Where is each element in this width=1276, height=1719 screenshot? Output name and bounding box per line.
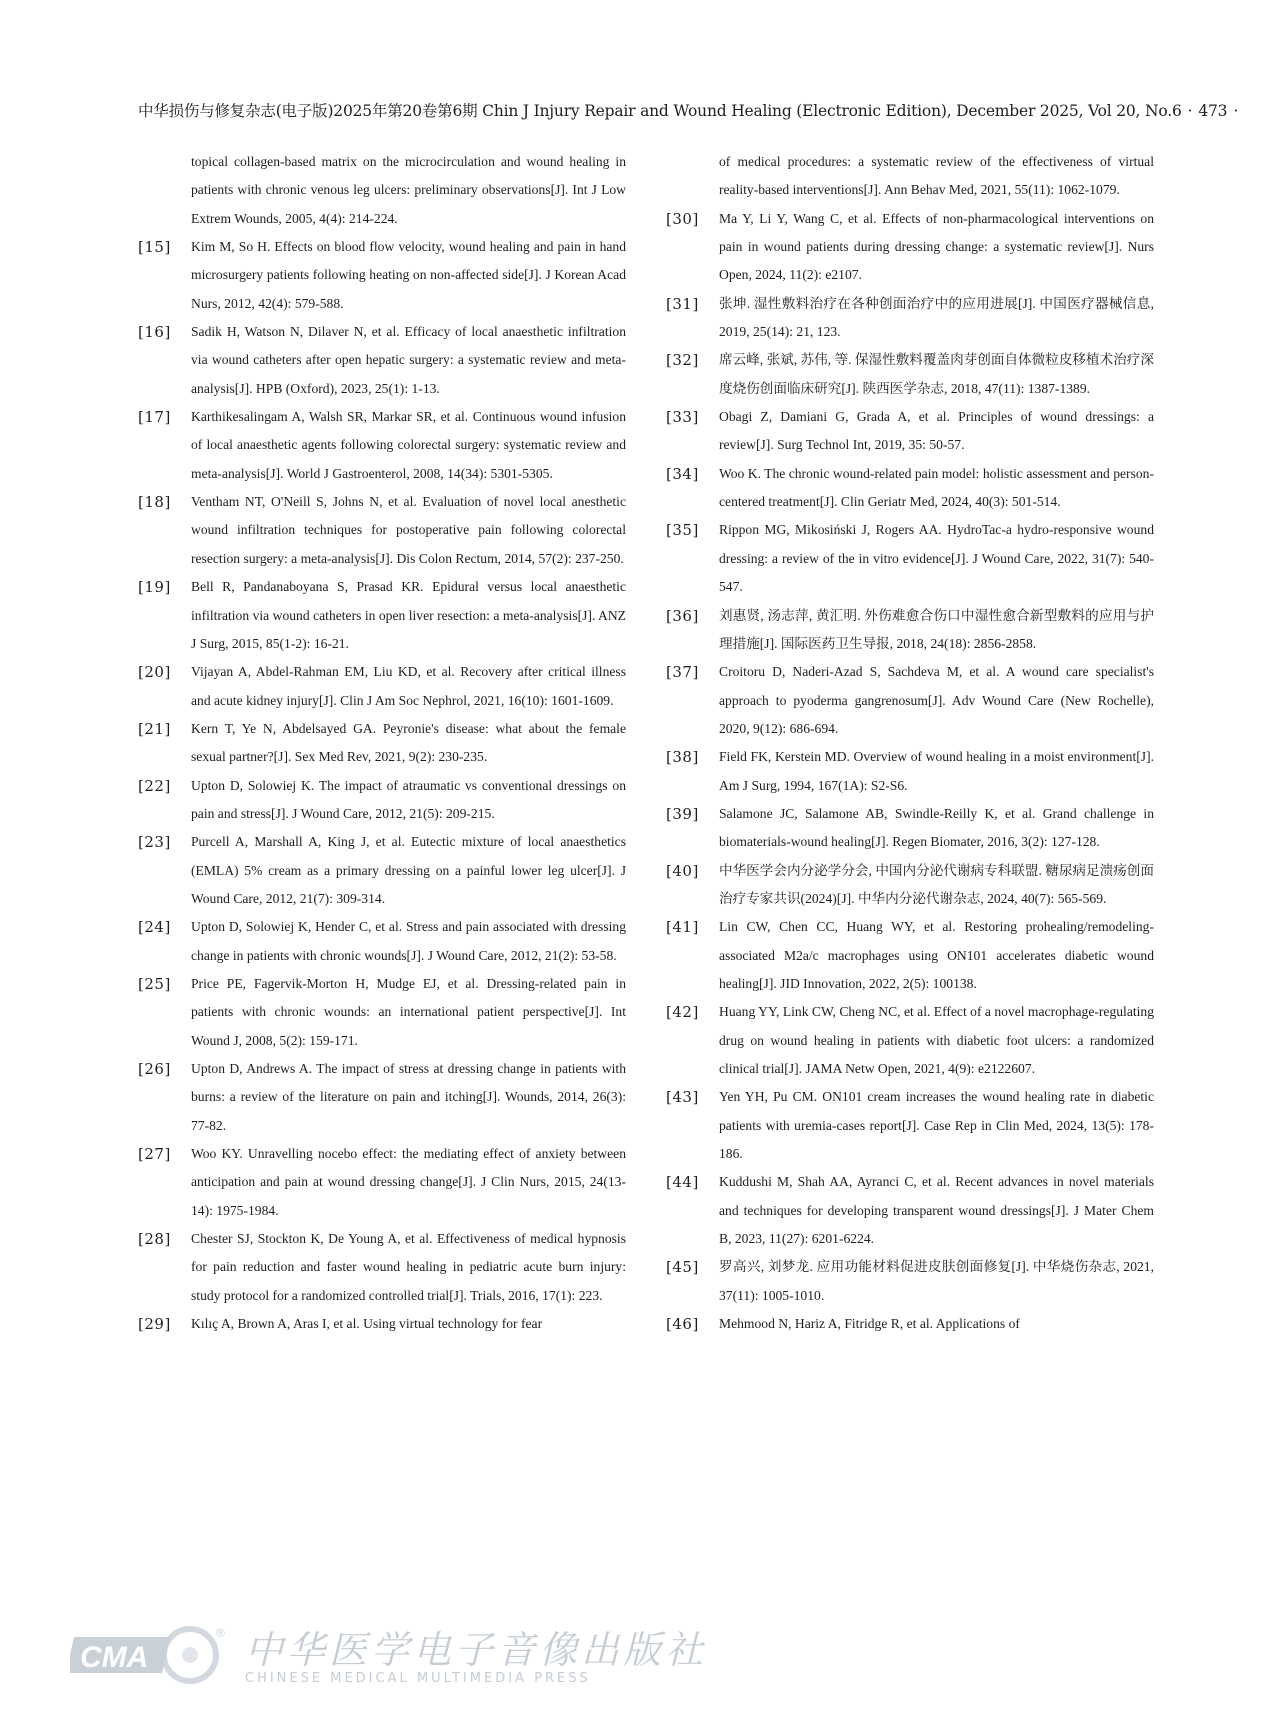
publisher-name-en: CHINESE MEDICAL MULTIMEDIA PRESS bbox=[245, 1671, 591, 1686]
reference-text: Kılıç A, Brown A, Aras I, et al. Using virtual technology for fear bbox=[191, 1316, 543, 1332]
reference-number: [46] bbox=[666, 1315, 699, 1334]
reference-item bbox=[138, 715, 626, 772]
reference-text: Upton D, Solowiej K. The impact of atraumatic vs conventional dressings on pain and stress[J]. J Wound Care, 2012, 21(5): 209-215. bbox=[191, 777, 626, 821]
reference-text: Field FK, Kerstein MD. Overview of wound healing in a moist environment[J]. Am J Surg, 1994, 167(1A): S2-S6. bbox=[719, 749, 1154, 793]
reference-item bbox=[666, 1253, 1154, 1310]
reference-number: [28] bbox=[138, 1230, 171, 1249]
reference-item bbox=[138, 1140, 626, 1225]
reference-item bbox=[666, 743, 1154, 800]
reference-item bbox=[666, 913, 1154, 998]
reference-text: Vijayan A, Abdel-Rahman EM, Liu KD, et al. Recovery after critical illness and acute kidney injury[J]. Clin J Am Soc Nephrol, 2021, 16(10): 1601-1609. bbox=[191, 664, 626, 708]
reference-text: Karthikesalingam A, Walsh SR, Markar SR, et al. Continuous wound infusion of local anaesthetic agents following colorectal surgery: systematic review and meta-analysis[J]. World J Gastroenterol, 2008, 14(34): 5301-5305. bbox=[191, 409, 626, 481]
reference-text: Kuddushi M, Shah AA, Ayranci C, et al. Recent advances in novel materials and techniques for developing transparent wound dressings[J]. J Mater Chem B, 2023, 11(27): 6201-6224. bbox=[719, 1174, 1154, 1247]
reference-text: Woo KY. Unravelling nocebo effect: the mediating effect of anxiety between anticipation and pain at wound dressing change[J]. J Clin Nurs, 2015, 24(13-14): 1975-1984. bbox=[191, 1146, 626, 1218]
reference-item bbox=[666, 460, 1154, 517]
reference-item bbox=[138, 970, 626, 1055]
reference-text: Rippon MG, Mikosiński J, Rogers AA. HydroTac-a hydro-responsive wound dressing: a review of the in vitro evidence[J]. J Wound Care, 2022, 31(7): 540-547. bbox=[719, 522, 1154, 595]
cma-logo-text: CMA bbox=[80, 1641, 149, 1674]
reference-continuation bbox=[666, 148, 1154, 205]
reference-text: Upton D, Andrews A. The impact of stress at dressing change in patients with burns: a review of the literature on pain and itching[J]. Wounds, 2014, 26(3): 77-82. bbox=[191, 1061, 626, 1133]
references-right-column bbox=[666, 148, 1154, 1338]
reference-number: [41] bbox=[666, 918, 699, 937]
reference-number: [18] bbox=[138, 493, 171, 512]
reference-item bbox=[666, 998, 1154, 1083]
reference-text: Obagi Z, Damiani G, Grada A, et al. Principles of wound dressings: a review[J]. Surg Technol Int, 2019, 35: 50-57. bbox=[719, 409, 1154, 453]
reference-number: [20] bbox=[138, 663, 171, 682]
reference-item bbox=[138, 1225, 626, 1310]
references-left-column bbox=[138, 148, 626, 1338]
reference-text: Lin CW, Chen CC, Huang WY, et al. Restoring prohealing/remodeling-associated M2a/c macrophages using ON101 accelerates diabetic wound healing[J]. JID Innovation, 2022, 2(5): 100138. bbox=[719, 919, 1154, 991]
reference-text: 张坤. 湿性敷料治疗在各种创面治疗中的应用进展[J]. 中国医疗器械信息, 2019, 25(14): 21, 123. bbox=[719, 295, 1154, 340]
running-header: 中华损伤与修复杂志(电子版)2025年第20卷第6期 Chin J Injury Repair and Wound Healing (Electronic Edition), December 2025, Vol 20, No.6 · 473 · bbox=[138, 102, 1239, 120]
reference-text: 席云峰, 张斌, 苏伟, 等. 保湿性敷料覆盖肉芽创面自体微粒皮移植术治疗深度烧伤创面临床研究[J]. 陕西医学杂志, 2018, 47(11): 1387-1389. bbox=[719, 352, 1154, 396]
reference-item bbox=[666, 857, 1154, 914]
reference-item bbox=[138, 488, 626, 573]
reference-text: Kern T, Ye N, Abdelsayed GA. Peyronie's disease: what about the female sexual partner?[J]. Sex Med Rev, 2021, 9(2): 230-235. bbox=[191, 720, 626, 765]
reference-text: Croitoru D, Naderi-Azad S, Sachdeva M, et al. A wound care specialist's approach to pyoderma gangrenosum[J]. Adv Wound Care (New Rochelle), 2020, 9(12): 686-694. bbox=[719, 664, 1154, 736]
reference-item bbox=[666, 800, 1154, 857]
reference-item bbox=[666, 658, 1154, 743]
reference-text: topical collagen-based matrix on the microcirculation and wound healing in patients with chronic venous leg ulcers: preliminary observations[J]. Int J Low Extrem Wounds, 2005, 4(4): 214-224. bbox=[191, 154, 626, 226]
reference-number: [15] bbox=[138, 238, 171, 257]
reference-text: Chester SJ, Stockton K, De Young A, et al. Effectiveness of medical hypnosis for pain reduction and faster wound healing in pediatric acute burn injury: study protocol for a randomized controlled trial[J]. Trials, 2016, 17(1): 223. bbox=[191, 1231, 626, 1303]
publisher-logo bbox=[70, 1615, 708, 1695]
journal-citation: 中华损伤与修复杂志(电子版)2025年第20卷第6期 Chin J Injury Repair and Wound Healing (Electronic Edition), December 2025, Vol 20, No.6 bbox=[138, 102, 1182, 120]
reference-text: Woo K. The chronic wound-related pain model: holistic assessment and person-centered treatment[J]. Clin Geriatr Med, 2024, 40(3): 501-514. bbox=[719, 465, 1154, 510]
reference-text: Ventham NT, O'Neill S, Johns N, et al. Evaluation of novel local anesthetic wound infiltration techniques for postoperative pain following colorectal resection surgery: a meta-analysis[J]. Dis Colon Rectum, 2014, 57(2): 237-250. bbox=[191, 494, 626, 566]
reference-number: [43] bbox=[666, 1088, 699, 1107]
reference-text: 罗高兴, 刘梦龙. 应用功能材料促进皮肤创面修复[J]. 中华烧伤杂志, 2021, 37(11): 1005-1010. bbox=[719, 1259, 1154, 1303]
reference-number: [17] bbox=[138, 408, 171, 427]
reference-number: [37] bbox=[666, 663, 699, 682]
reference-text: of medical procedures: a systematic review of the effectiveness of virtual reality-based interventions[J]. Ann Behav Med, 2021, 55(11): 1062-1079. bbox=[719, 154, 1154, 198]
publisher-name-cn: 中华医学电子音像出版社 bbox=[245, 1628, 708, 1672]
cma-logo-icon bbox=[70, 1625, 230, 1685]
reference-number: [29] bbox=[138, 1315, 171, 1334]
reference-item bbox=[666, 1168, 1154, 1253]
reference-number: [33] bbox=[666, 408, 699, 427]
reference-number: [25] bbox=[138, 974, 171, 993]
reference-number: [21] bbox=[138, 719, 171, 738]
reference-text: Kim M, So H. Effects on blood flow velocity, wound healing and pain in hand microsurgery patients following heating on non-affected side[J]. J Korean Acad Nurs, 2012, 42(4): 579-588. bbox=[191, 239, 626, 311]
reference-number: [31] bbox=[666, 294, 699, 313]
reference-number: [32] bbox=[666, 351, 699, 370]
reference-item bbox=[666, 290, 1154, 347]
reference-item bbox=[138, 772, 626, 829]
reference-number: [30] bbox=[666, 209, 699, 228]
reference-number: [23] bbox=[138, 833, 171, 852]
reference-text: Yen YH, Pu CM. ON101 cream increases the wound healing rate in diabetic patients with uremia-cases report[J]. Case Rep in Clin Med, 2024, 13(5): 178-186. bbox=[719, 1089, 1154, 1162]
reference-text: Ma Y, Li Y, Wang C, et al. Effects of non-pharmacological interventions on pain in wound patients during dressing change: a systematic review[J]. Nurs Open, 2024, 11(2): e2107. bbox=[719, 210, 1154, 283]
reference-number: [24] bbox=[138, 918, 171, 937]
reference-item bbox=[138, 573, 626, 658]
reference-number: [42] bbox=[666, 1003, 699, 1022]
page-number: 473 bbox=[1198, 102, 1228, 120]
reference-text: Bell R, Pandanaboyana S, Prasad KR. Epidural versus local anaesthetic infiltration via wound catheters in open liver resection: a meta-analysis[J]. ANZ J Surg, 2015, 85(1-2): 16-21. bbox=[191, 579, 626, 651]
reference-text: Purcell A, Marshall A, King J, et al. Eutectic mixture of local anaesthetics (EMLA) 5% cream as a primary dressing on a painful lower leg ulcer[J]. J Wound Care, 2012, 21(7): 309-314. bbox=[191, 834, 626, 906]
reference-text: Salamone JC, Salamone AB, Swindle-Reilly K, et al. Grand challenge in biomaterials-wound healing[J]. Regen Biomater, 2016, 3(2): 127-128. bbox=[719, 805, 1154, 850]
reference-number: [26] bbox=[138, 1060, 171, 1078]
reference-item bbox=[666, 516, 1154, 601]
reference-text: Sadik H, Watson N, Dilaver N, et al. Efficacy of local anaesthetic infiltration via wound catheters after open hepatic surgery: a systematic review and meta-analysis[J]. HPB (Oxford), 2023, 25(1): 1-13. bbox=[191, 324, 626, 396]
reference-item bbox=[666, 403, 1154, 460]
reference-text: Mehmood N, Hariz A, Fitridge R, et al. Applications of bbox=[719, 1316, 1020, 1332]
reference-item bbox=[666, 1310, 1154, 1338]
reference-number: [35] bbox=[666, 521, 699, 540]
reference-item bbox=[666, 1083, 1154, 1168]
reference-number: [27] bbox=[138, 1145, 171, 1164]
reference-item bbox=[138, 828, 626, 913]
reference-item bbox=[666, 602, 1154, 659]
reference-number: [45] bbox=[666, 1258, 699, 1277]
reference-number: [16] bbox=[138, 323, 171, 342]
reference-item bbox=[138, 233, 626, 318]
reference-text: Huang YY, Link CW, Cheng NC, et al. Effect of a novel macrophage-regulating drug on wound healing in patients with diabetic foot ulcers: a randomized clinical trial[J]. JAMA Netw Open, 2021, 4(9): e2122607. bbox=[719, 1004, 1154, 1076]
reference-item bbox=[138, 1055, 626, 1140]
reference-item bbox=[666, 205, 1154, 290]
registered-mark: ® bbox=[216, 1626, 225, 1640]
reference-item bbox=[666, 346, 1154, 403]
reference-number: [22] bbox=[138, 776, 171, 795]
reference-item bbox=[138, 1310, 626, 1338]
reference-item bbox=[138, 403, 626, 488]
reference-text: 中华医学会内分泌学分会, 中国内分泌代谢病专科联盟. 糖尿病足溃疡创面治疗专家共识(2024)[J]. 中华内分泌代谢杂志, 2024, 40(7): 565-569. bbox=[719, 862, 1154, 906]
reference-item bbox=[138, 913, 626, 970]
reference-text: Price PE, Fagervik-Morton H, Mudge EJ, et al. Dressing-related pain in patients with chronic wounds: an international patient perspective[J]. Int Wound J, 2008, 5(2): 159-171. bbox=[191, 975, 626, 1048]
reference-number: [34] bbox=[666, 464, 699, 483]
reference-continuation bbox=[138, 148, 626, 233]
reference-number: [39] bbox=[666, 804, 699, 823]
reference-number: [38] bbox=[666, 748, 699, 767]
reference-number: [40] bbox=[666, 861, 699, 880]
reference-item bbox=[138, 658, 626, 715]
reference-number: [19] bbox=[138, 578, 171, 597]
reference-number: [44] bbox=[666, 1173, 699, 1192]
reference-item bbox=[138, 318, 626, 403]
reference-number: [36] bbox=[666, 606, 699, 625]
reference-text: Upton D, Solowiej K, Hender C, et al. Stress and pain associated with dressing change in patients with chronic wounds[J]. J Wound Care, 2012, 21(2): 53-58. bbox=[191, 919, 626, 963]
reference-text: 刘惠贤, 汤志萍, 黄汇明. 外伤难愈合伤口中湿性愈合新型敷料的应用与护理措施[J]. 国际医药卫生导报, 2018, 24(18): 2856-2858. bbox=[719, 607, 1154, 651]
